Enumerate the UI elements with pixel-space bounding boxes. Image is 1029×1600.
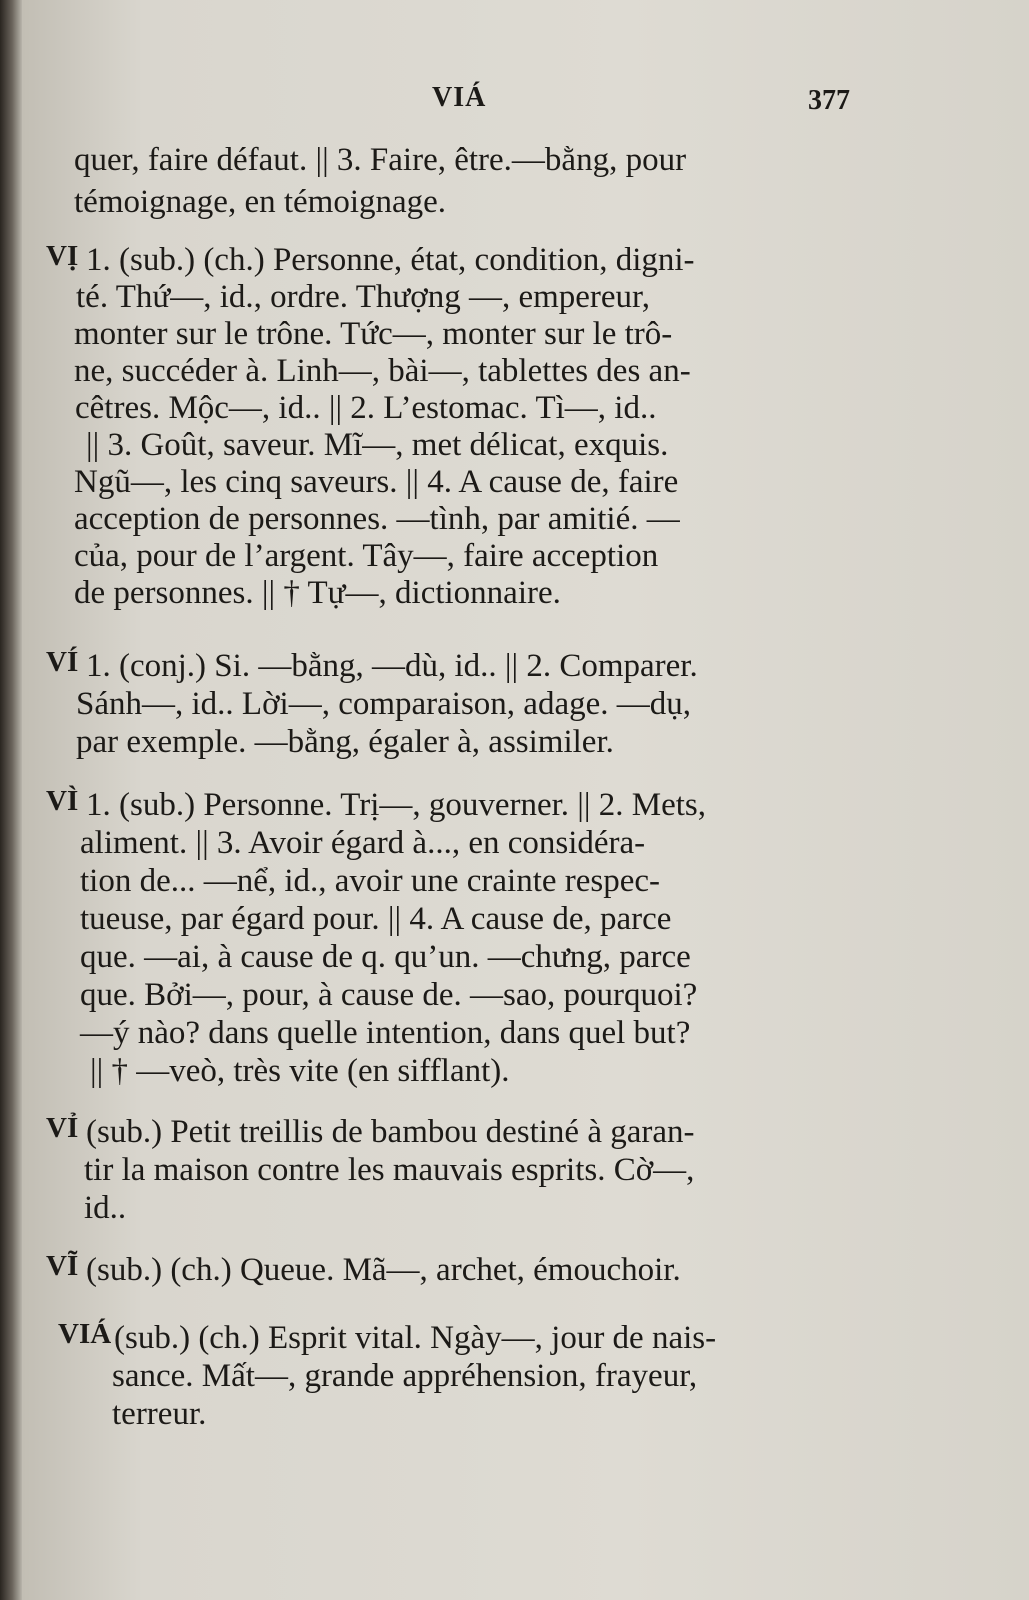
entry-headword: VÌ — [46, 785, 79, 817]
entry-headword: VỈ — [46, 1112, 79, 1144]
entry-line: acception de personnes. —tình, par amitié. — — [74, 501, 680, 537]
entry-line: tion de... —nể, id., avoir une crainte respec- — [80, 863, 661, 899]
entry-line: của, pour de l’argent. Tây—, faire acception — [74, 538, 659, 574]
entry-line: aliment. || 3. Avoir égard à..., en considéra- — [80, 825, 646, 861]
entry-line: 1. (sub.) Personne. Trị—, gouverner. || 2. Mets, — [86, 787, 707, 823]
entry-line: tueuse, par égard pour. || 4. A cause de, parce — [80, 901, 672, 937]
entry-line: monter sur le trône. Tức—, monter sur le trô- — [74, 316, 673, 352]
entry-line: témoignage, en témoignage. — [74, 184, 447, 220]
running-head: VIÁ — [432, 82, 487, 113]
entry-line: 1. (conj.) Si. —bằng, —dù, id.. || 2. Comparer. — [86, 648, 698, 684]
entry-line: ne, succéder à. Linh—, bài—, tablettes des an- — [74, 353, 691, 389]
entry-line: terreur. — [112, 1396, 207, 1432]
entry-line: que. —ai, à cause de q. qu’un. —chưng, parce — [80, 939, 691, 975]
entry-line: sance. Mất—, grande appréhension, frayeur, — [112, 1358, 698, 1394]
entry-line: 1. (sub.) (ch.) Personne, état, condition, digni- — [86, 242, 695, 278]
entry-line: de personnes. || † Tự—, dictionnaire. — [74, 575, 561, 611]
entry-line: (sub.) (ch.) Esprit vital. Ngày—, jour de nais- — [114, 1320, 717, 1356]
entry-headword: VIÁ — [58, 1318, 112, 1350]
entry-headword: VĨ — [46, 1250, 79, 1282]
entry-line: (sub.) (ch.) Queue. Mã—, archet, émouchoir. — [86, 1252, 681, 1288]
entry-line: Ngũ—, les cinq saveurs. || 4. A cause de, faire — [74, 464, 679, 500]
entry-line: par exemple. —bằng, égaler à, assimiler. — [76, 724, 614, 760]
dictionary-page — [22, 0, 1029, 1600]
entry-line: id.. — [84, 1190, 127, 1226]
entry-line: quer, faire défaut. || 3. Faire, être.—bằng, pour — [74, 142, 687, 178]
entry-line: (sub.) Petit treillis de bambou destiné à garan- — [86, 1114, 695, 1150]
page-number: 377 — [808, 85, 850, 116]
entry-line: cêtres. Mộc—, id.. || 2. L’estomac. Tì—, id.. — [75, 390, 657, 426]
entry-line: || † —veò, très vite (en sifflant). — [90, 1053, 510, 1089]
entry-headword: VỊ — [46, 240, 79, 272]
entry-line: tir la maison contre les mauvais esprits. Cờ—, — [84, 1152, 695, 1188]
entry-line: —ý nào? dans quelle intention, dans quel but? — [80, 1015, 691, 1051]
entry-line: || 3. Goût, saveur. Mĩ—, met délicat, exquis. — [86, 427, 669, 463]
entry-line: té. Thứ—, id., ordre. Thượng —, empereur, — [76, 279, 650, 315]
entry-headword: VÍ — [46, 646, 79, 678]
book-spine-shadow — [0, 0, 22, 1600]
entry-line: Sánh—, id.. Lời—, comparaison, adage. —dụ, — [76, 686, 691, 722]
entry-line: que. Bởi—, pour, à cause de. —sao, pourquoi? — [80, 977, 698, 1013]
